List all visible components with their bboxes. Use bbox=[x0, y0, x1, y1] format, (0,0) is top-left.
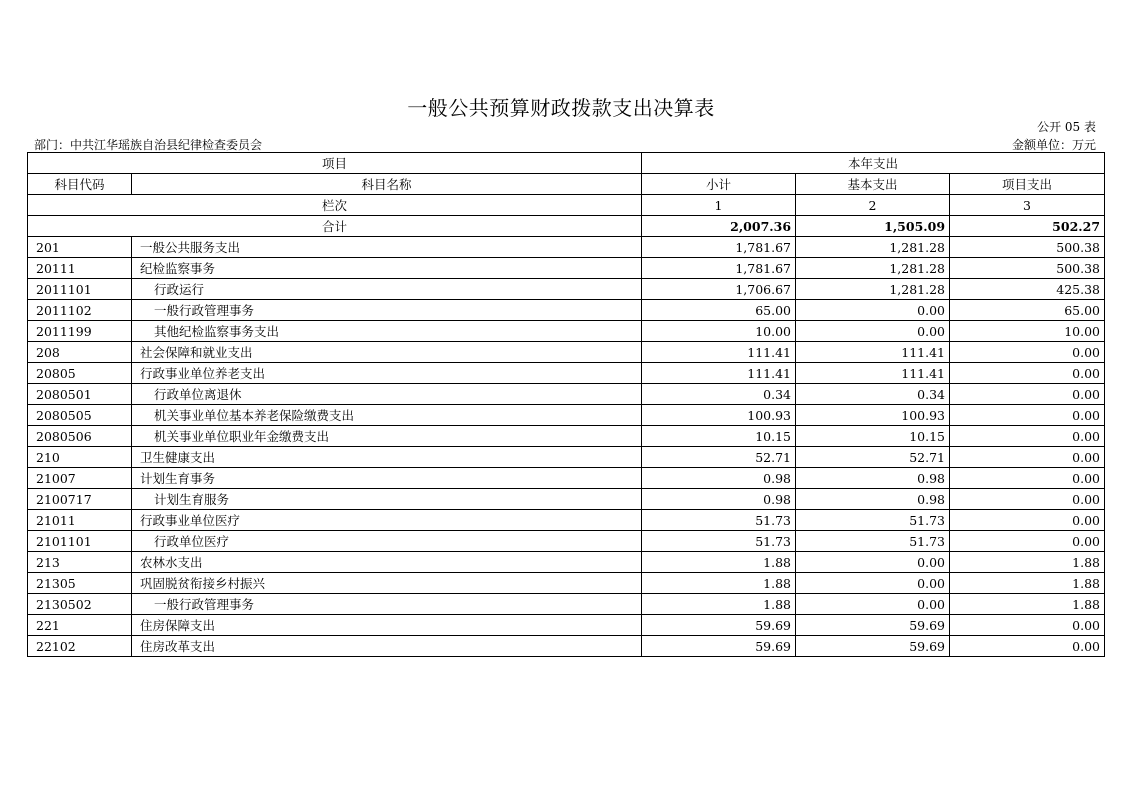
total-subtotal: 2,007.36 bbox=[642, 216, 796, 237]
table-row bbox=[28, 510, 1105, 531]
row-code: 210 bbox=[28, 447, 132, 468]
header-code: 科目代码 bbox=[28, 174, 132, 195]
row-name: 一般行政管理事务 bbox=[132, 300, 642, 321]
row-name: 其他纪检监察事务支出 bbox=[132, 321, 642, 342]
row-subtotal: 10.15 bbox=[642, 426, 796, 447]
row-name: 卫生健康支出 bbox=[132, 447, 642, 468]
row-project: 0.00 bbox=[950, 342, 1105, 363]
table-row bbox=[28, 594, 1105, 615]
row-code: 221 bbox=[28, 615, 132, 636]
page-title: 一般公共预算财政拨款支出决算表 bbox=[407, 96, 715, 120]
row-project: 1.88 bbox=[950, 594, 1105, 615]
row-code: 208 bbox=[28, 342, 132, 363]
column-number-3: 3 bbox=[950, 195, 1105, 216]
row-project: 0.00 bbox=[950, 531, 1105, 552]
row-basic: 0.00 bbox=[796, 594, 950, 615]
row-basic: 1,281.28 bbox=[796, 279, 950, 300]
table-row bbox=[28, 258, 1105, 279]
header-subtotal: 小计 bbox=[642, 174, 796, 195]
amount-unit-label: 金额单位：万元 bbox=[1011, 138, 1096, 152]
expenditure-table bbox=[27, 152, 1105, 657]
table-row bbox=[28, 237, 1105, 258]
total-row bbox=[28, 216, 1105, 237]
row-subtotal: 51.73 bbox=[642, 531, 796, 552]
row-subtotal: 111.41 bbox=[642, 342, 796, 363]
row-code: 2011102 bbox=[28, 300, 132, 321]
row-basic: 0.98 bbox=[796, 489, 950, 510]
header-row-1 bbox=[28, 153, 1105, 174]
row-basic: 111.41 bbox=[796, 363, 950, 384]
row-basic: 51.73 bbox=[796, 531, 950, 552]
row-subtotal: 51.73 bbox=[642, 510, 796, 531]
row-name: 住房改革支出 bbox=[132, 636, 642, 657]
row-subtotal: 1,781.67 bbox=[642, 237, 796, 258]
row-name: 社会保障和就业支出 bbox=[132, 342, 642, 363]
column-number-2: 2 bbox=[796, 195, 950, 216]
row-subtotal: 100.93 bbox=[642, 405, 796, 426]
row-code: 2130502 bbox=[28, 594, 132, 615]
row-project: 0.00 bbox=[950, 426, 1105, 447]
row-subtotal: 1.88 bbox=[642, 573, 796, 594]
row-code: 20111 bbox=[28, 258, 132, 279]
table-row bbox=[28, 342, 1105, 363]
row-name: 一般行政管理事务 bbox=[132, 594, 642, 615]
total-project: 502.27 bbox=[950, 216, 1105, 237]
row-name: 机关事业单位职业年金缴费支出 bbox=[132, 426, 642, 447]
row-basic: 0.00 bbox=[796, 552, 950, 573]
row-basic: 111.41 bbox=[796, 342, 950, 363]
row-basic: 0.00 bbox=[796, 573, 950, 594]
row-project: 0.00 bbox=[950, 468, 1105, 489]
table-row bbox=[28, 426, 1105, 447]
table-row bbox=[28, 384, 1105, 405]
row-subtotal: 1,706.67 bbox=[642, 279, 796, 300]
total-basic: 1,505.09 bbox=[796, 216, 950, 237]
row-project: 500.38 bbox=[950, 237, 1105, 258]
row-name: 巩固脱贫衔接乡村振兴 bbox=[132, 573, 642, 594]
row-name: 行政单位离退休 bbox=[132, 384, 642, 405]
row-name: 行政事业单位养老支出 bbox=[132, 363, 642, 384]
row-basic: 10.15 bbox=[796, 426, 950, 447]
header-name: 科目名称 bbox=[132, 174, 642, 195]
row-basic: 0.00 bbox=[796, 300, 950, 321]
row-project: 1.88 bbox=[950, 573, 1105, 594]
row-name: 住房保障支出 bbox=[132, 615, 642, 636]
row-basic: 59.69 bbox=[796, 636, 950, 657]
row-name: 农林水支出 bbox=[132, 552, 642, 573]
row-code: 2080506 bbox=[28, 426, 132, 447]
row-project: 10.00 bbox=[950, 321, 1105, 342]
row-project: 0.00 bbox=[950, 636, 1105, 657]
table-row bbox=[28, 636, 1105, 657]
row-name: 行政单位医疗 bbox=[132, 531, 642, 552]
row-subtotal: 10.00 bbox=[642, 321, 796, 342]
row-project: 0.00 bbox=[950, 489, 1105, 510]
row-subtotal: 59.69 bbox=[642, 615, 796, 636]
row-project: 0.00 bbox=[950, 510, 1105, 531]
row-name: 机关事业单位基本养老保险缴费支出 bbox=[132, 405, 642, 426]
row-project: 0.00 bbox=[950, 384, 1105, 405]
row-project: 0.00 bbox=[950, 363, 1105, 384]
row-project: 65.00 bbox=[950, 300, 1105, 321]
row-subtotal: 0.98 bbox=[642, 468, 796, 489]
column-number-row bbox=[28, 195, 1105, 216]
row-code: 2101101 bbox=[28, 531, 132, 552]
row-project: 1.88 bbox=[950, 552, 1105, 573]
row-basic: 100.93 bbox=[796, 405, 950, 426]
row-code: 2011101 bbox=[28, 279, 132, 300]
total-label: 合计 bbox=[28, 216, 642, 237]
row-name: 行政运行 bbox=[132, 279, 642, 300]
table-row bbox=[28, 447, 1105, 468]
department-label: 部门：中共江华瑶族自治县纪律检查委员会 bbox=[34, 138, 263, 152]
row-basic: 0.34 bbox=[796, 384, 950, 405]
row-name: 纪检监察事务 bbox=[132, 258, 642, 279]
row-subtotal: 65.00 bbox=[642, 300, 796, 321]
header-row-2 bbox=[28, 174, 1105, 195]
row-code: 201 bbox=[28, 237, 132, 258]
header-project: 项目 bbox=[28, 153, 642, 174]
row-basic: 51.73 bbox=[796, 510, 950, 531]
row-name: 计划生育事务 bbox=[132, 468, 642, 489]
table-row bbox=[28, 489, 1105, 510]
row-subtotal: 111.41 bbox=[642, 363, 796, 384]
table-row bbox=[28, 615, 1105, 636]
table-row bbox=[28, 531, 1105, 552]
row-subtotal: 59.69 bbox=[642, 636, 796, 657]
row-code: 2080501 bbox=[28, 384, 132, 405]
row-name: 计划生育服务 bbox=[132, 489, 642, 510]
row-basic: 0.98 bbox=[796, 468, 950, 489]
table-row bbox=[28, 468, 1105, 489]
row-name: 行政事业单位医疗 bbox=[132, 510, 642, 531]
header-basic: 基本支出 bbox=[796, 174, 950, 195]
table-row bbox=[28, 321, 1105, 342]
table-row bbox=[28, 573, 1105, 594]
row-code: 2100717 bbox=[28, 489, 132, 510]
row-code: 20805 bbox=[28, 363, 132, 384]
row-basic: 59.69 bbox=[796, 615, 950, 636]
row-subtotal: 1.88 bbox=[642, 552, 796, 573]
table-row bbox=[28, 363, 1105, 384]
row-name: 一般公共服务支出 bbox=[132, 237, 642, 258]
row-subtotal: 1.88 bbox=[642, 594, 796, 615]
row-code: 21007 bbox=[28, 468, 132, 489]
form-number: 公开 05 表 bbox=[1037, 120, 1096, 134]
row-project: 500.38 bbox=[950, 258, 1105, 279]
row-code: 213 bbox=[28, 552, 132, 573]
row-subtotal: 0.34 bbox=[642, 384, 796, 405]
row-project: 425.38 bbox=[950, 279, 1105, 300]
header-current-year: 本年支出 bbox=[642, 153, 1105, 174]
table-row bbox=[28, 405, 1105, 426]
row-basic: 52.71 bbox=[796, 447, 950, 468]
table-row bbox=[28, 300, 1105, 321]
row-subtotal: 1,781.67 bbox=[642, 258, 796, 279]
row-basic: 1,281.28 bbox=[796, 258, 950, 279]
row-basic: 0.00 bbox=[796, 321, 950, 342]
row-project: 0.00 bbox=[950, 615, 1105, 636]
row-subtotal: 52.71 bbox=[642, 447, 796, 468]
row-code: 22102 bbox=[28, 636, 132, 657]
column-number-label: 栏次 bbox=[28, 195, 642, 216]
row-basic: 1,281.28 bbox=[796, 237, 950, 258]
header-project-expense: 项目支出 bbox=[950, 174, 1105, 195]
row-project: 0.00 bbox=[950, 447, 1105, 468]
table-row bbox=[28, 552, 1105, 573]
row-project: 0.00 bbox=[950, 405, 1105, 426]
row-code: 21305 bbox=[28, 573, 132, 594]
row-code: 21011 bbox=[28, 510, 132, 531]
column-number-1: 1 bbox=[642, 195, 796, 216]
table-row bbox=[28, 279, 1105, 300]
row-subtotal: 0.98 bbox=[642, 489, 796, 510]
row-code: 2080505 bbox=[28, 405, 132, 426]
row-code: 2011199 bbox=[28, 321, 132, 342]
